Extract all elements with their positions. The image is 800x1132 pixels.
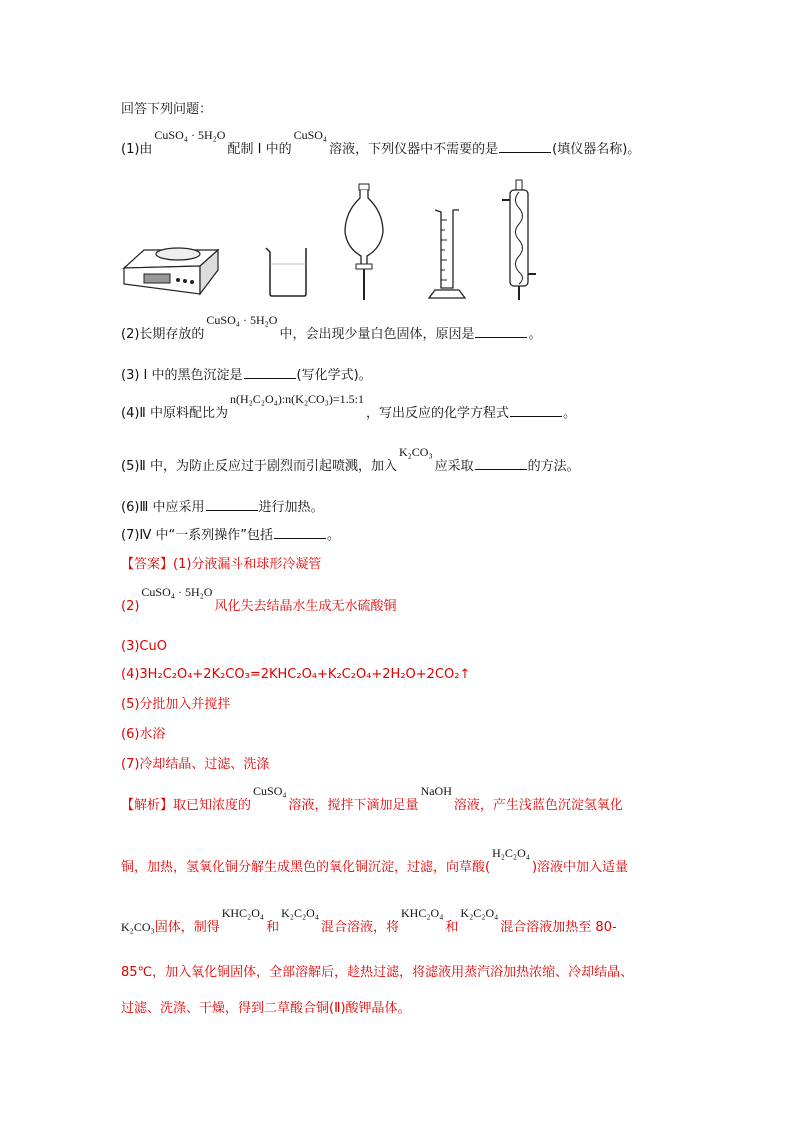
answer-1: 【答案】(1)分液漏斗和球形冷凝管 [121,557,322,572]
analysis-formula: NaOH [420,784,452,798]
analysis-text: 固体，制得 [154,920,220,935]
q5-end: 的方法。 [527,459,580,474]
analysis-text: 混合溶液加热至 80- [500,920,617,935]
analysis-text: 混合溶液，将 [321,920,400,935]
analysis-formula: KHC₂O₄ [401,906,444,920]
question-6 [121,498,324,517]
q5-formula: K₂CO₃ [398,445,433,459]
analysis-formula: H₂C₂O₄ [492,846,530,860]
graduated-cylinder-icon [425,206,469,300]
analysis-formula: K₂C₂O₄ [281,906,319,920]
analysis-text: 【解析】取已知浓度的 [121,798,252,813]
q4-end: 。 [562,406,576,421]
answer-blank [274,526,326,539]
q4-prefix: (4)Ⅱ 中原料配比为 [121,406,228,421]
a2-text: 风化失去结晶水生成无水硫酸铜 [214,599,397,614]
question-4 [121,392,576,423]
q4-formula: n(H₂C₂O₄):n(K₂CO₃)=1.5:1 [229,392,364,406]
analysis-text: 溶液，搅拌下滴加足量 [288,798,419,813]
q1-prefix: (1)由 [121,142,153,157]
question-2 [121,313,542,344]
analysis-formula: K₂C₂O₄ [460,906,499,920]
analysis-formula: KHC₂O₄ [221,906,265,920]
answer-blank [475,325,527,338]
intro-text: 回答下列问题： [121,102,213,117]
question-5 [121,445,580,476]
analysis-line-4: 85℃，加入氧化铜固体，全部溶解后，趁热过滤，将滤液用蒸汽浴加热浓缩、冷却结晶、 [121,965,634,980]
q2-prefix: (2)长期存放的 [121,327,205,342]
answer-3: (3)CuO [121,639,167,654]
q1-suffix: 溶液，下列仪器中不需要的是 [329,142,499,157]
answer-blank [510,404,562,417]
q7-prefix: (7)Ⅳ 中“一系列操作”包括 [121,528,274,543]
analysis-line-5: 过滤、洗涤、干燥，得到二草酸合铜(Ⅱ)酸钾晶体。 [121,1001,411,1016]
q2-end: 。 [528,327,542,342]
q5-suffix: 应采取 [434,459,474,474]
q2-suffix: 中，会出现少量白色固体，原因是 [279,327,475,342]
question-7 [121,526,340,545]
answer-blank [244,366,296,379]
q4-suffix: ，写出反应的化学方程式 [365,406,509,421]
answer-7: (7)冷却结晶、过滤、洗涤 [121,757,270,772]
analysis-line-2 [121,846,629,877]
analysis-formula: K₂CO₃ [121,920,155,934]
q3-prefix: (3) Ⅰ 中的黑色沉淀是 [121,368,243,383]
condenser-icon [498,178,538,302]
analysis-text: 和 [445,920,459,935]
answer-2 [121,585,397,616]
answer-6: (6)水浴 [121,727,166,742]
q6-prefix: (6)Ⅲ 中应采用 [121,500,205,515]
q1-formula-1: CuSO₄ · 5H₂O [154,128,226,142]
q7-end: 。 [327,528,341,543]
a2-prefix: (2) [121,599,140,614]
analysis-text: )溶液中加入适量 [531,860,629,875]
q1-formula-2: CuSO₄ [293,128,328,142]
separatory-funnel-icon [339,182,389,302]
balance-icon [122,236,222,298]
beaker-icon [262,244,314,298]
q6-end: 进行加热。 [258,500,324,515]
q2-formula: CuSO₄ · 5H₂O [206,313,278,327]
analysis-line-1 [121,784,623,815]
question-3 [121,366,372,385]
analysis-text: 和 [266,920,280,935]
q5-prefix: (5)Ⅱ 中，为防止反应过于剧烈而引起喷溅，加入 [121,459,397,474]
analysis-text: 铜，加热，氢氧化铜分解生成黑色的氧化铜沉淀，过滤，向草酸( [121,860,491,875]
question-1 [121,128,641,159]
answer-4: (4)3H₂C₂O₄+2K₂CO₃=2KHC₂O₄+K₂C₂O₄+2H₂O+2CO₂↑ [121,667,471,682]
analysis-formula: CuSO₄ [253,784,287,798]
answer-blank [499,140,551,153]
q1-mid: 配制 I 中的 [227,142,292,157]
answer-blank [475,457,527,470]
a2-formula: CuSO₄ · 5H₂O [141,585,213,599]
analysis-text: 溶液，产生浅蓝色沉淀氢氧化 [453,798,623,813]
analysis-line-3 [121,906,617,937]
answer-5: (5)分批加入并搅拌 [121,697,231,712]
q3-end: (写化学式)。 [296,368,372,383]
q1-end: (填仪器名称)。 [552,142,641,157]
answer-blank [206,498,258,511]
